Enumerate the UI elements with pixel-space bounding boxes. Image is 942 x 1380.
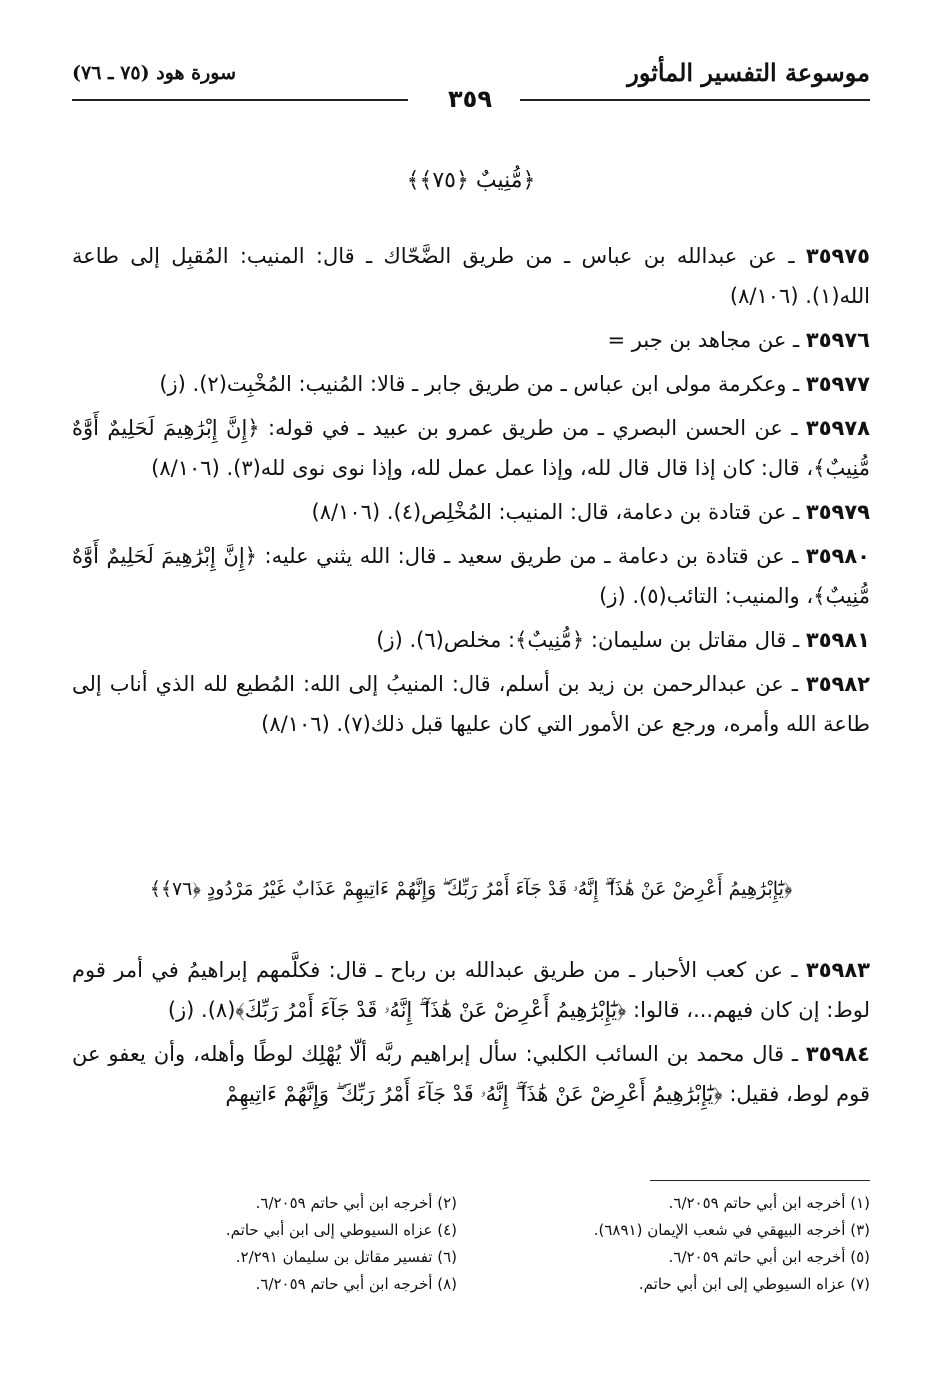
entry xyxy=(72,620,870,660)
entry xyxy=(72,364,870,404)
footnote: (٦) تفسير مقاتل بن سليمان ٢/٢٩١. xyxy=(235,1248,457,1266)
entry-number: ٣٥٩٨٢ xyxy=(805,672,870,696)
footnote: (٥) أخرجه ابن أبي حاتم ٦/٢٠٥٩. xyxy=(668,1248,870,1266)
entry-text: ـ قال مقاتل بن سليمان: ﴿مُّنِيبٌ﴾: مخلص(٦). (ز) xyxy=(376,628,800,652)
entry xyxy=(72,1034,870,1114)
page-number: ٣٥٩ xyxy=(420,85,520,113)
footnote-rule xyxy=(650,1180,870,1181)
entry-text: ـ قال محمد بن السائب الكلبي: سأل إبراهيم ربَّه ألّا يُهْلِك لوطًا وأهله، وأن يعفو عن قوم لوط، فقيل: ﴿يَٰٓإِبْرَٰهِيمُ أَعْرِضْ عَنْ هَٰذَآ ۖ إِنَّهُۥ قَدْ جَآءَ أَمْرُ رَبِّكَ ۖ وَإِنَّهُمْ ءَاتِيهِمْ xyxy=(72,1042,870,1106)
entry-number: ٣٥٩٨١ xyxy=(805,628,870,652)
entry-number: ٣٥٩٧٩ xyxy=(805,500,870,524)
entry-number: ٣٥٩٨٤ xyxy=(805,1042,870,1066)
sura-label: سورة هود (٧٥ ـ ٧٦) xyxy=(72,62,237,84)
entry xyxy=(72,664,870,744)
header-rule-right xyxy=(518,99,870,101)
footnote: (١) أخرجه ابن أبي حاتم ٦/٢٠٥٩. xyxy=(668,1194,870,1212)
entry xyxy=(72,236,870,316)
footnotes-left xyxy=(97,1190,457,1298)
footnote: (٣) أخرجه البيهقي في شعب الإيمان (٦٨٩١). xyxy=(593,1221,870,1239)
entry-text: ـ وعكرمة مولى ابن عباس ـ من طريق جابر ـ قالا: المُنيب: المُخْبِت(٢). (ز) xyxy=(159,372,800,396)
footnote: (٤) عزاه السيوطي إلى ابن أبي حاتم. xyxy=(225,1221,457,1239)
entry-text: ـ عن الحسن البصري ـ من طريق عمرو بن عبيد ـ في قوله: ﴿إِنَّ إِبْرَٰهِيمَ لَحَلِيمٌ أَوَّٰهٌ مُّنِيبٌ﴾، قال: كان إذا قال قال لله، وإذا عمل عمل لله، وإذا نوى نوى لله(٣). (٨/١٠٦) xyxy=(72,416,870,480)
ayah-heading-76: ﴿يَٰٓإِبْرَٰهِيمُ أَعْرِضْ عَنْ هَٰذَآ ۖ إِنَّهُۥ قَدْ جَآءَ أَمْرُ رَبِّكَ ۖ وَإِنَّهُمْ ءَاتِيهِمْ عَذَابٌ غَيْرُ مَرْدُودٍ ﴿٧٦﴾﴾ xyxy=(149,878,793,900)
entry-text: ـ عن قتادة بن دعامة ـ من طريق سعيد ـ قال: الله يثني عليه: ﴿إِنَّ إِبْرَٰهِيمَ لَحَلِيمٌ أَوَّٰهٌ مُّنِيبٌ﴾، والمنيب: التائب(٥). (ز) xyxy=(72,544,870,608)
entries-section-2 xyxy=(72,950,870,1118)
book-title: موسوعة التفسير المأثور xyxy=(627,58,870,87)
entry-number: ٣٥٩٧٧ xyxy=(805,372,870,396)
entry xyxy=(72,950,870,1030)
entry xyxy=(72,408,870,488)
entry xyxy=(72,320,870,360)
entry-number: ٣٥٩٧٦ xyxy=(805,328,870,352)
entry-number: ٣٥٩٧٨ xyxy=(805,416,870,440)
entry-text: ـ عن عبدالرحمن بن زيد بن أسلم، قال: المنيبُ إلى الله: المُطيع لله الذي أناب إلى طاعة الله وأمره، ورجع عن الأمور التي كان عليها قبل ذلك(٧). (٨/١٠٦) xyxy=(72,672,870,736)
footnote: (٨) أخرجه ابن أبي حاتم ٦/٢٠٥٩. xyxy=(255,1275,457,1293)
footnote: (٧) عزاه السيوطي إلى ابن أبي حاتم. xyxy=(638,1275,870,1293)
entry-text: ـ عن مجاهد بن جبر = xyxy=(607,328,800,352)
entry-number: ٣٥٩٨٠ xyxy=(805,544,870,568)
footnote: (٢) أخرجه ابن أبي حاتم ٦/٢٠٥٩. xyxy=(255,1194,457,1212)
entry xyxy=(72,536,870,616)
entry-text: ـ عن عبدالله بن عباس ـ من طريق الضَّحّاك ـ قال: المنيب: المُقبِل إلى طاعة الله(١). (٨/١٠٦) xyxy=(72,244,870,308)
footnotes-right xyxy=(490,1190,870,1298)
entry-number: ٣٥٩٧٥ xyxy=(805,244,870,268)
entry-number: ٣٥٩٨٣ xyxy=(805,958,870,982)
entry xyxy=(72,492,870,532)
header-rule-left xyxy=(72,99,408,101)
entries-section-1 xyxy=(72,236,870,748)
ayah-heading-75: ﴿مُّنِيبٌ ﴿٧٥﴾﴾ xyxy=(406,168,536,193)
entry-text: ـ عن قتادة بن دعامة، قال: المنيب: المُخْلِص(٤). (٨/١٠٦) xyxy=(311,500,800,524)
entry-text: ـ عن كعب الأحبار ـ من طريق عبدالله بن رباح ـ قال: فكلَّمهم إبراهيمُ في أمر قوم لوط: إن كان فيهم...، قالوا: ﴿يَٰٓإِبْرَٰهِيمُ أَعْرِضْ عَنْ هَٰذَآ ۖ إِنَّهُۥ قَدْ جَآءَ أَمْرُ رَبِّكَ﴾(٨). (ز) xyxy=(72,958,870,1022)
